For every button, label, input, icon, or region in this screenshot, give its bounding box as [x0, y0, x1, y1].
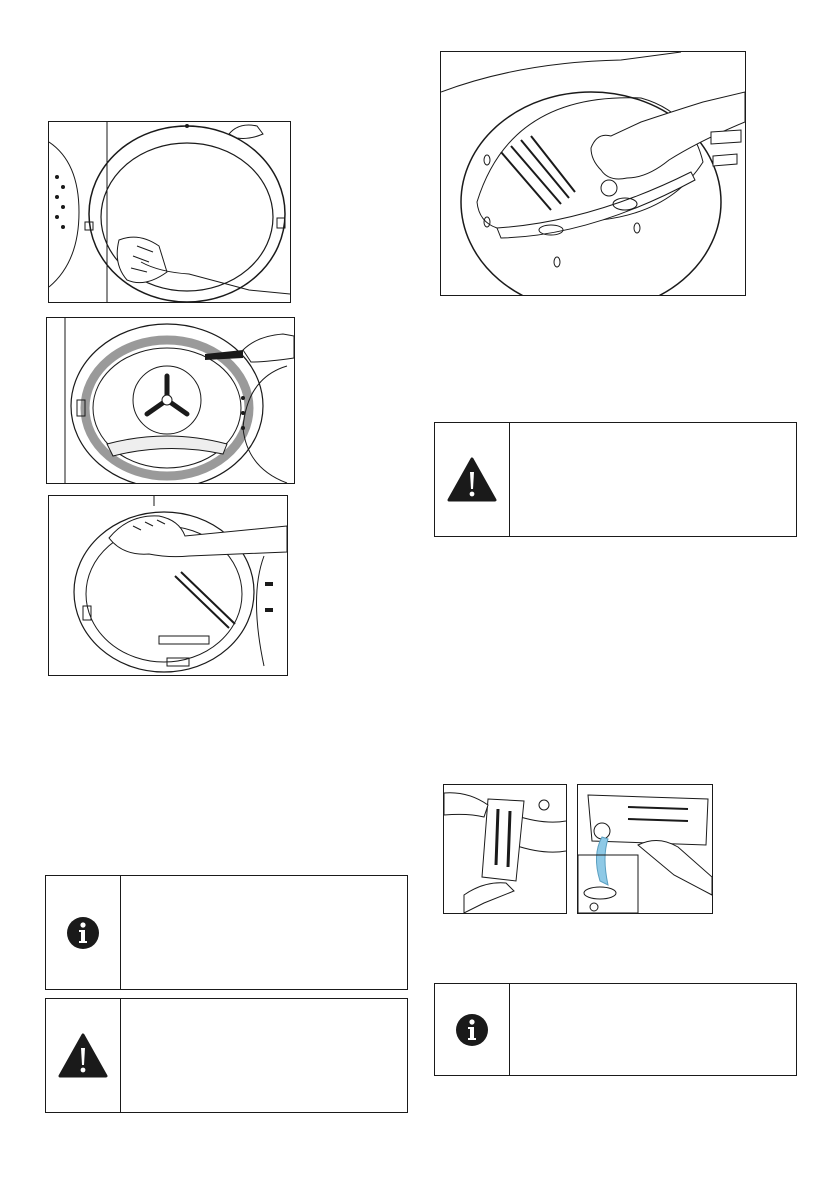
hand-wiping-drum-image	[49, 496, 287, 675]
warning-notice	[45, 998, 408, 1113]
notice-icon-cell	[46, 999, 121, 1112]
water-tank-empty-illustration	[577, 784, 713, 914]
info-icon	[455, 1013, 489, 1047]
water-tank-remove-illustration	[443, 784, 567, 914]
notice-text	[510, 423, 796, 536]
warning-icon	[447, 457, 497, 503]
warning-notice	[434, 422, 797, 537]
drum-wipe-illustration	[48, 495, 288, 676]
notice-icon-cell	[435, 984, 510, 1075]
water-tank-emptying-into-sink-image	[578, 785, 712, 913]
door-glass-wipe-illustration	[48, 121, 291, 303]
fluff-filter-remove-illustration	[440, 51, 746, 296]
brush-cleaning-door-seal-image	[47, 318, 294, 483]
cloth-wiping-door-glass-image	[49, 122, 290, 302]
hand-lifting-filter-image	[441, 52, 745, 295]
notice-text	[121, 999, 407, 1112]
notice-text	[510, 984, 796, 1075]
hands-holding-water-tank-image	[444, 785, 566, 913]
info-notice	[434, 983, 797, 1076]
warning-icon	[58, 1033, 108, 1079]
door-seal-clean-illustration	[46, 317, 295, 484]
info-notice	[45, 875, 408, 990]
notice-text	[121, 876, 407, 989]
notice-icon-cell	[46, 876, 121, 989]
notice-icon-cell	[435, 423, 510, 536]
info-icon	[66, 916, 100, 950]
